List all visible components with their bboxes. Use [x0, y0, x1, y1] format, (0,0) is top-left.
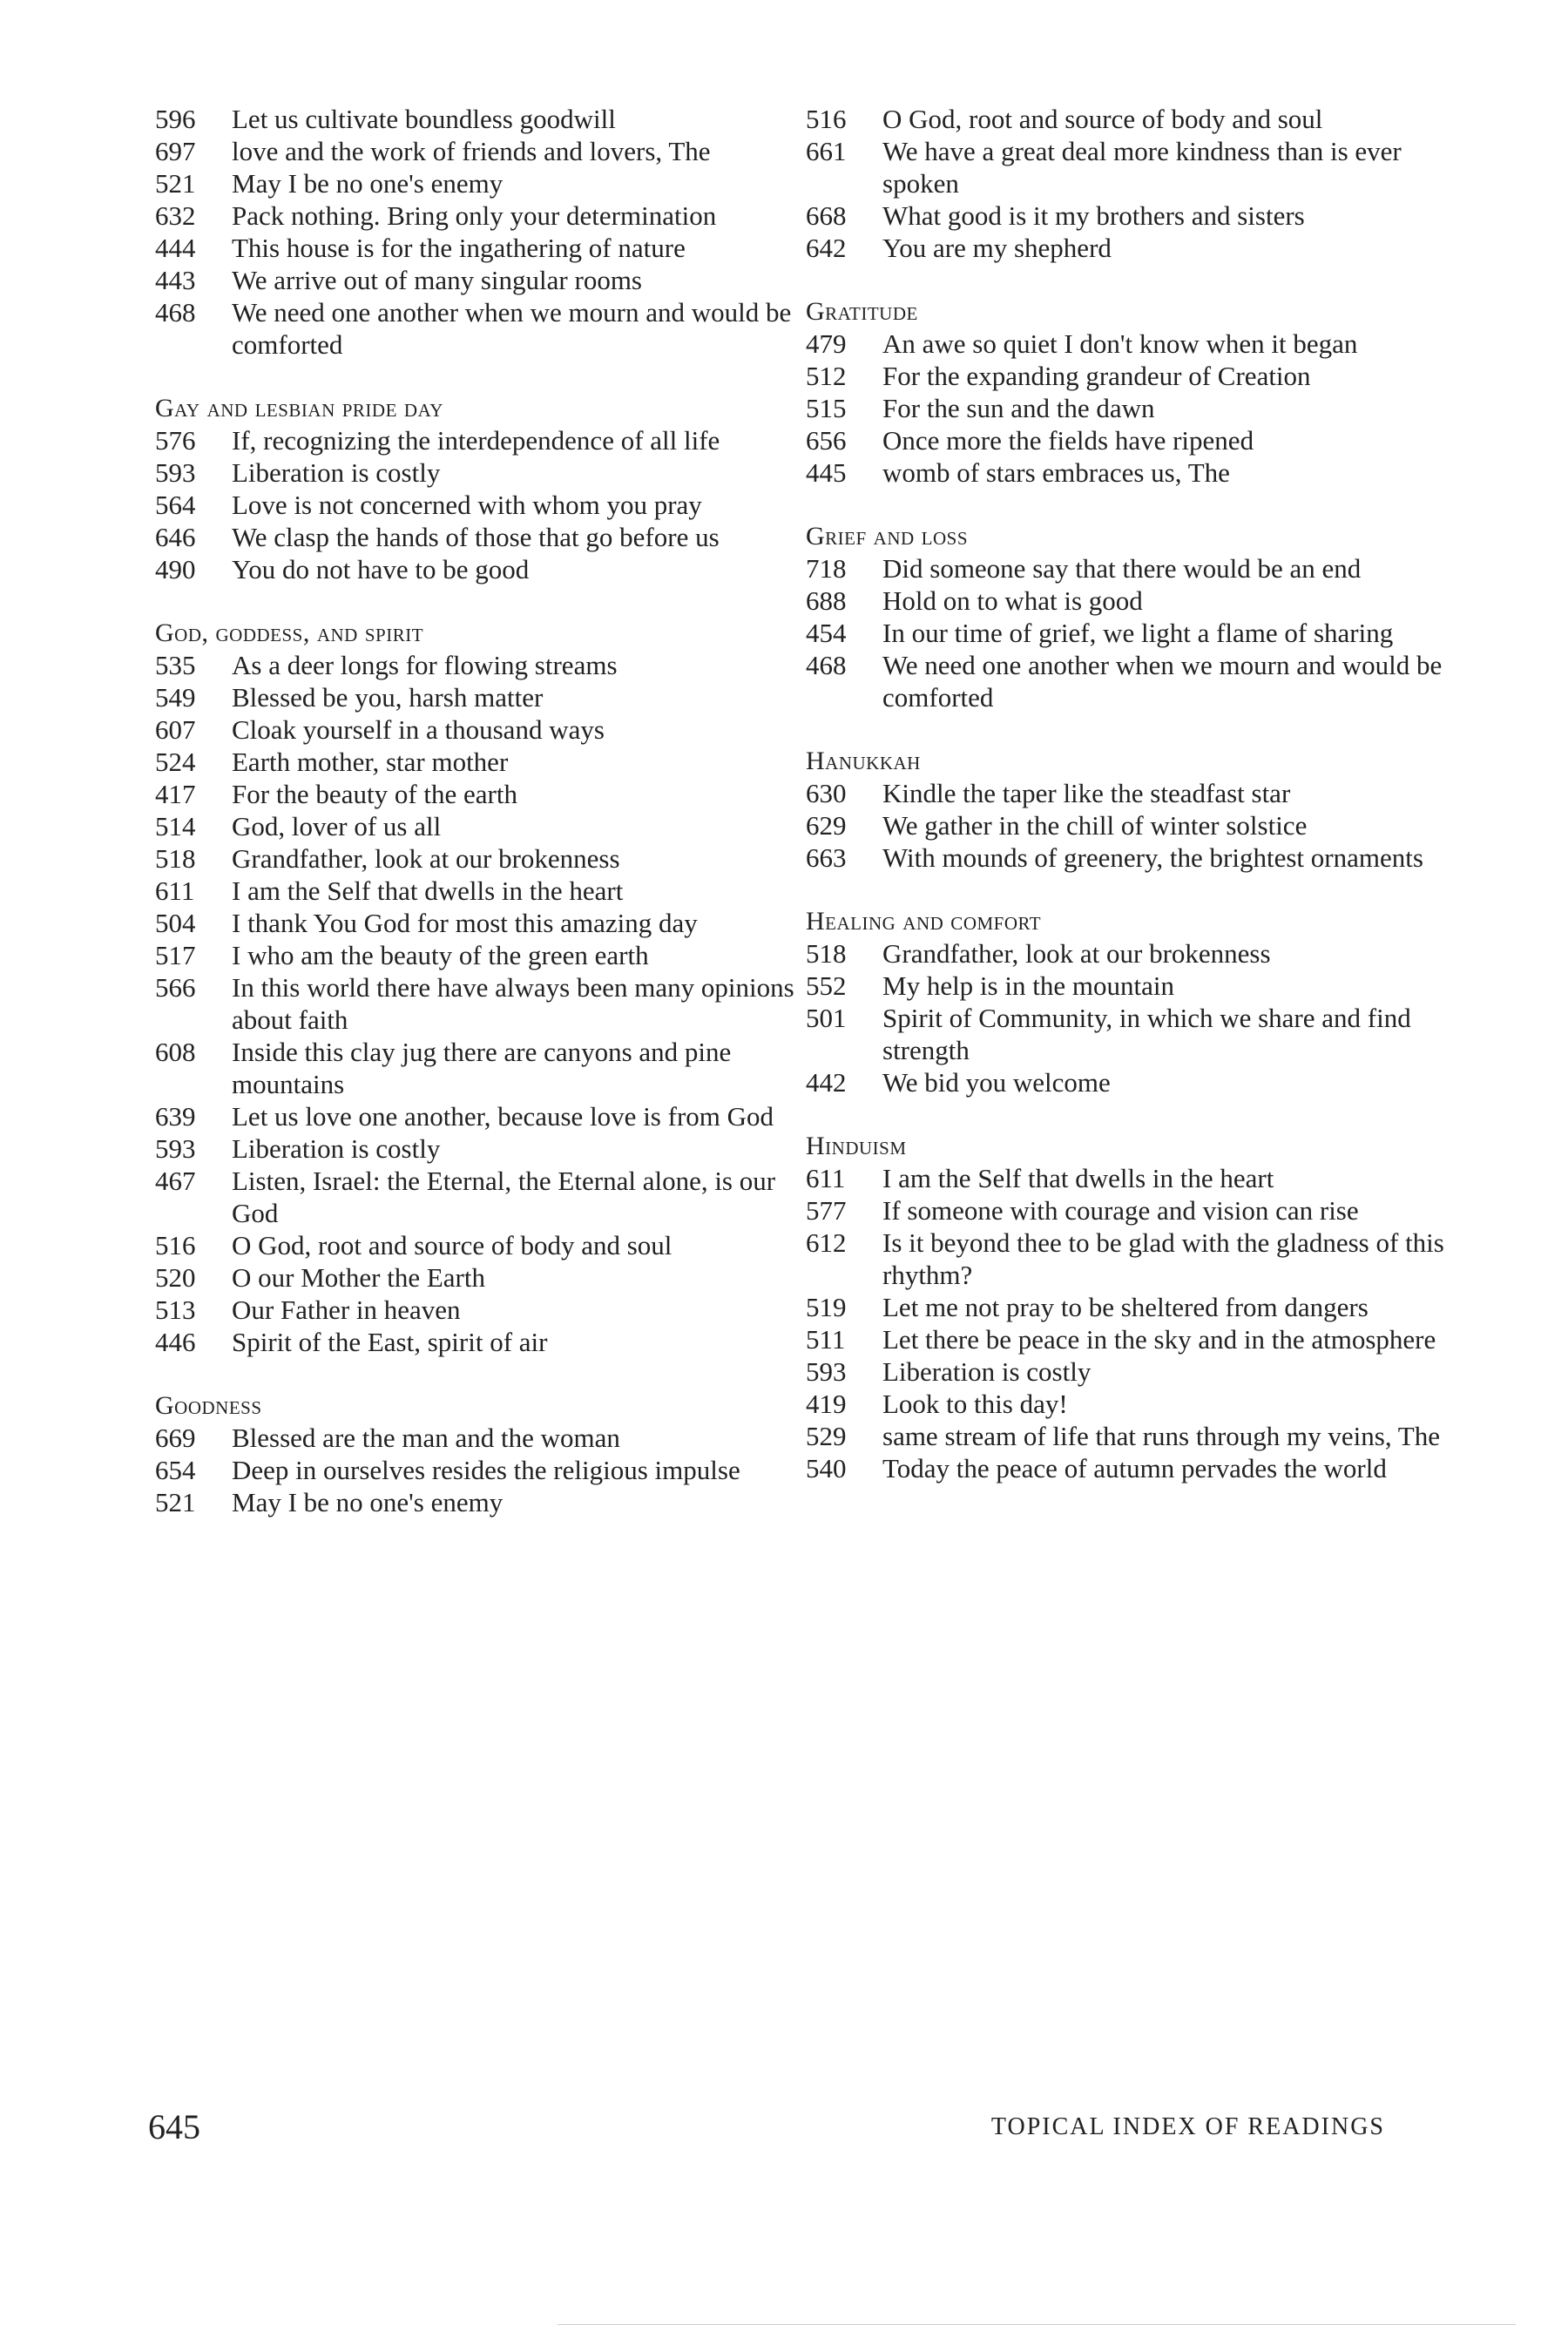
section-continued	[806, 103, 1450, 264]
reading-title: Grandfather, look at our brokenness	[232, 843, 620, 874]
reading-title: We need one another when we mourn and would be comforted	[232, 297, 792, 360]
reading-number: 443	[155, 265, 196, 295]
reading-title: We need one another when we mourn and would be comforted	[882, 650, 1443, 713]
index-entry	[806, 1355, 1450, 1388]
reading-title: Once more the fields have ripened	[882, 425, 1254, 456]
index-entry	[155, 842, 800, 875]
reading-title: Pack nothing. Bring only your determination	[232, 200, 717, 231]
reading-number: 468	[806, 650, 847, 680]
index-entry	[155, 489, 800, 521]
reading-number: 504	[155, 908, 196, 938]
reading-title: Let there be peace in the sky and in the atmosphere	[882, 1324, 1436, 1355]
reading-number: 479	[806, 328, 847, 359]
reading-title: Spirit of the East, spirit of air	[232, 1327, 548, 1357]
running-title: TOPICAL INDEX OF READINGS	[990, 2113, 1385, 2140]
index-entry	[806, 1162, 1450, 1194]
reading-title: My help is in the mountain	[882, 970, 1174, 1001]
reading-number: 540	[806, 1453, 847, 1484]
reading-number: 501	[806, 1003, 847, 1033]
section-heading: God, goddess, and spirit	[155, 618, 424, 647]
reading-title: We have a great deal more kindness than is ever spoken	[882, 136, 1402, 199]
reading-title: womb of stars embraces us, The	[882, 457, 1230, 488]
reading-title: Hold on to what is good	[882, 585, 1143, 616]
reading-title: We gather in the chill of winter solstice	[882, 810, 1308, 841]
section-heading: Hinduism	[806, 1132, 907, 1160]
reading-title: Liberation is costly	[232, 457, 441, 488]
reading-number: 444	[155, 233, 196, 263]
section-goodness	[155, 1390, 800, 1518]
index-entry	[806, 1291, 1450, 1323]
index-entry	[155, 1229, 800, 1261]
index-entry	[806, 1002, 1450, 1066]
reading-number: 593	[155, 457, 196, 488]
index-entry	[155, 713, 800, 746]
reading-number: 529	[806, 1421, 847, 1451]
section-heading: Goodness	[155, 1391, 262, 1420]
section-heading: Gratitude	[806, 297, 918, 326]
reading-number: 511	[806, 1324, 846, 1355]
index-entry	[806, 1452, 1450, 1484]
reading-number: 669	[155, 1423, 196, 1453]
index-entry	[155, 1132, 800, 1165]
reading-number: 577	[806, 1195, 847, 1226]
index-entry	[806, 617, 1450, 649]
reading-number: 467	[155, 1166, 196, 1196]
index-entry	[806, 1194, 1450, 1227]
page-footer	[148, 2106, 1385, 2148]
reading-number: 668	[806, 200, 847, 231]
reading-number: 549	[155, 682, 196, 713]
reading-number: 417	[155, 779, 196, 809]
index-entry	[155, 264, 800, 296]
reading-title: Did someone say that there would be an end	[882, 553, 1362, 584]
page-number: 645	[148, 2107, 200, 2146]
index-entry	[806, 970, 1450, 1002]
reading-number: 607	[155, 714, 196, 745]
reading-title: love and the work of friends and lovers, The	[232, 136, 711, 166]
section-continued	[155, 103, 800, 361]
index-entry	[155, 1422, 800, 1454]
index-entry	[155, 778, 800, 810]
reading-number: 516	[155, 1230, 196, 1260]
index-entry	[155, 424, 800, 456]
index-entry	[806, 232, 1450, 264]
reading-title: Kindle the taper like the steadfast star	[882, 778, 1291, 808]
index-entry	[155, 296, 800, 361]
reading-title: Cloak yourself in a thousand ways	[232, 714, 605, 745]
reading-title: What good is it my brothers and sisters	[882, 200, 1305, 231]
index-entry	[155, 939, 800, 971]
reading-number: 642	[806, 233, 847, 263]
reading-title: I am the Self that dwells in the heart	[882, 1163, 1274, 1193]
reading-number: 519	[806, 1292, 847, 1322]
reading-title: Deep in ourselves resides the religious impulse	[232, 1455, 740, 1485]
index-entry	[155, 1486, 800, 1518]
reading-number: 612	[806, 1227, 847, 1258]
index-entry	[155, 1326, 800, 1358]
reading-title: If, recognizing the interdependence of all life	[232, 425, 720, 456]
index-entry	[155, 875, 800, 907]
index-entry	[155, 135, 800, 167]
reading-number: 419	[806, 1389, 847, 1419]
reading-number: 514	[155, 811, 196, 841]
index-entry	[155, 907, 800, 939]
reading-number: 661	[806, 136, 847, 166]
reading-title: Liberation is costly	[232, 1133, 441, 1164]
reading-number: 632	[155, 200, 196, 231]
index-entry	[806, 552, 1450, 585]
reading-title: Inside this clay jug there are canyons and pine mountains	[232, 1037, 732, 1099]
reading-number: 654	[155, 1455, 196, 1485]
section-hinduism	[806, 1131, 1450, 1484]
reading-title: same stream of life that runs through my veins, The	[882, 1421, 1440, 1451]
section-heading: Grief and loss	[806, 522, 969, 551]
reading-number: 608	[155, 1037, 196, 1067]
reading-number: 518	[806, 938, 847, 969]
index-entry	[806, 103, 1450, 135]
index-entry	[806, 937, 1450, 970]
index-entry	[155, 199, 800, 232]
index-entry	[806, 1066, 1450, 1098]
reading-title: Blessed are the man and the woman	[232, 1423, 620, 1453]
reading-number: 629	[806, 810, 847, 841]
section-gay-and-lesbian-pride-day	[155, 393, 800, 585]
index-entry	[806, 1388, 1450, 1420]
index-entry	[806, 1227, 1450, 1291]
index-entry	[806, 1420, 1450, 1452]
reading-title: I who am the beauty of the green earth	[232, 940, 649, 970]
reading-title: Let me not pray to be sheltered from dangers	[882, 1292, 1369, 1322]
reading-title: In our time of grief, we light a flame of sharing	[882, 618, 1394, 648]
reading-title: Liberation is costly	[882, 1356, 1092, 1387]
reading-title: Grandfather, look at our brokenness	[882, 938, 1271, 969]
reading-number: 646	[155, 522, 196, 552]
scan-edge-line	[558, 2324, 1516, 2325]
reading-number: 442	[806, 1067, 847, 1098]
reading-number: 639	[155, 1101, 196, 1132]
reading-title: We arrive out of many singular rooms	[232, 265, 642, 295]
reading-title: Look to this day!	[882, 1389, 1068, 1419]
index-entry	[806, 135, 1450, 199]
right-column	[806, 103, 1450, 1484]
reading-title: An awe so quiet I don't know when it began	[882, 328, 1358, 359]
reading-title: As a deer longs for flowing streams	[232, 650, 618, 680]
reading-number: 468	[155, 297, 196, 328]
index-entry	[806, 199, 1450, 232]
index-entry	[806, 777, 1450, 809]
reading-title: For the expanding grandeur of Creation	[882, 361, 1311, 391]
reading-title: You are my shepherd	[882, 233, 1112, 263]
index-entry	[155, 1165, 800, 1229]
reading-number: 564	[155, 490, 196, 520]
reading-number: 552	[806, 970, 847, 1001]
reading-title: May I be no one's enemy	[232, 168, 504, 199]
reading-title: May I be no one's enemy	[232, 1487, 504, 1517]
index-entry	[155, 1261, 800, 1294]
left-column	[155, 103, 800, 1518]
reading-number: 521	[155, 168, 196, 199]
reading-title: Spirit of Community, in which we share and find strength	[882, 1003, 1411, 1065]
reading-title: Let us cultivate boundless goodwill	[232, 104, 616, 134]
index-entry	[155, 1100, 800, 1132]
reading-number: 518	[155, 843, 196, 874]
reading-title: In this world there have always been many opinions about faith	[232, 972, 794, 1035]
reading-title: For the sun and the dawn	[882, 393, 1155, 423]
index-entry	[155, 232, 800, 264]
index-entry	[155, 167, 800, 199]
index-entry	[155, 1036, 800, 1100]
reading-number: 446	[155, 1327, 196, 1357]
reading-number: 520	[155, 1262, 196, 1293]
reading-title: For the beauty of the earth	[232, 779, 517, 809]
index-entry	[155, 553, 800, 585]
reading-number: 445	[806, 457, 847, 488]
reading-number: 576	[155, 425, 196, 456]
reading-title: God, lover of us all	[232, 811, 442, 841]
reading-title: O God, root and source of body and soul	[882, 104, 1323, 134]
section-hanukkah	[806, 746, 1450, 874]
index-entry	[155, 1294, 800, 1326]
index-entry	[155, 681, 800, 713]
reading-number: 718	[806, 553, 847, 584]
section-heading: Gay and lesbian pride day	[155, 394, 443, 422]
index-entry	[155, 746, 800, 778]
index-entry	[155, 1454, 800, 1486]
reading-title: I am the Self that dwells in the heart	[232, 875, 624, 906]
reading-title: Our Father in heaven	[232, 1294, 461, 1325]
reading-number: 517	[155, 940, 196, 970]
reading-number: 513	[155, 1294, 196, 1325]
reading-title: Today the peace of autumn pervades the world	[882, 1453, 1387, 1484]
reading-title: You do not have to be good	[232, 554, 530, 585]
reading-number: 516	[806, 104, 847, 134]
reading-number: 656	[806, 425, 847, 456]
section-heading: Hanukkah	[806, 747, 921, 775]
reading-number: 521	[155, 1487, 196, 1517]
section-gratitude	[806, 296, 1450, 489]
section-healing-and-comfort	[806, 906, 1450, 1098]
reading-title: Love is not concerned with whom you pray	[232, 490, 702, 520]
reading-title: O our Mother the Earth	[232, 1262, 485, 1293]
reading-number: 566	[155, 972, 196, 1003]
reading-number: 593	[155, 1133, 196, 1164]
index-entry	[806, 809, 1450, 841]
reading-number: 688	[806, 585, 847, 616]
reading-title: Is it beyond thee to be glad with the gladness of this rhythm?	[882, 1227, 1444, 1290]
reading-title: With mounds of greenery, the brightest ornaments	[882, 842, 1423, 873]
reading-title: Blessed be you, harsh matter	[232, 682, 544, 713]
reading-number: 512	[806, 361, 847, 391]
index-entry	[806, 649, 1450, 713]
index-entry	[806, 841, 1450, 874]
reading-number: 593	[806, 1356, 847, 1387]
reading-number: 630	[806, 778, 847, 808]
reading-number: 515	[806, 393, 847, 423]
reading-title: I thank You God for most this amazing day	[232, 908, 698, 938]
section-god-goddess-and-spirit	[155, 618, 800, 1358]
index-entry	[155, 521, 800, 553]
reading-title: This house is for the ingathering of nature	[232, 233, 686, 263]
reading-number: 663	[806, 842, 847, 873]
index-entry	[806, 1323, 1450, 1355]
reading-title: Earth mother, star mother	[232, 747, 509, 777]
index-entry	[806, 424, 1450, 456]
reading-title: If someone with courage and vision can rise	[882, 1195, 1359, 1226]
index-entry	[155, 103, 800, 135]
reading-title: Listen, Israel: the Eternal, the Eternal alone, is our God	[232, 1166, 776, 1228]
section-grief-and-loss	[806, 521, 1450, 713]
index-entry	[806, 360, 1450, 392]
reading-number: 611	[155, 875, 195, 906]
reading-number: 454	[806, 618, 847, 648]
reading-title: O God, root and source of body and soul	[232, 1230, 672, 1260]
index-entry	[155, 649, 800, 681]
reading-title: We clasp the hands of those that go before us	[232, 522, 720, 552]
section-heading: Healing and comfort	[806, 907, 1042, 936]
index-entry	[806, 328, 1450, 360]
reading-title: Let us love one another, because love is from God	[232, 1101, 774, 1132]
index-entry	[806, 585, 1450, 617]
reading-number: 596	[155, 104, 196, 134]
index-entry	[155, 971, 800, 1036]
reading-title: We bid you welcome	[882, 1067, 1111, 1098]
reading-number: 524	[155, 747, 196, 777]
index-entry	[806, 392, 1450, 424]
index-entry	[155, 810, 800, 842]
reading-number: 611	[806, 1163, 846, 1193]
reading-number: 535	[155, 650, 196, 680]
reading-number: 697	[155, 136, 196, 166]
reading-number: 490	[155, 554, 196, 585]
index-entry	[155, 456, 800, 489]
index-entry	[806, 456, 1450, 489]
